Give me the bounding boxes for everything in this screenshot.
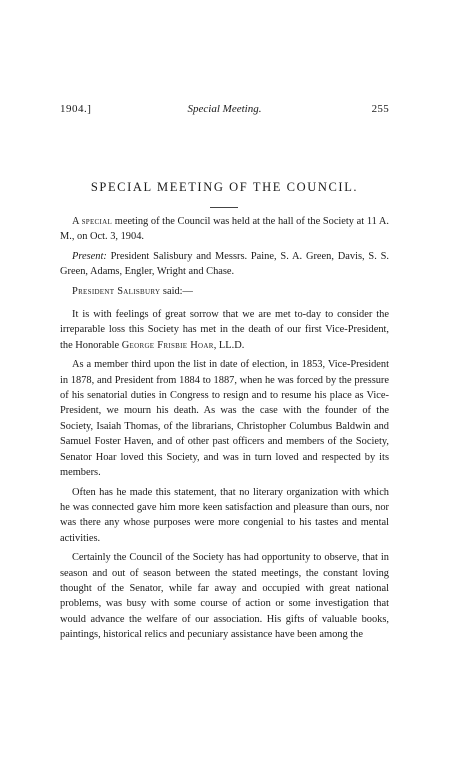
paragraph-text: said:—: [160, 285, 193, 297]
page-number: 255: [371, 103, 389, 115]
paragraph-speaker: [60, 284, 389, 299]
paragraph-text: meeting of the Council was held at the hall of the Society at 11 A. M., on Oct. 3, 1904.: [60, 216, 389, 243]
running-head-section: Special Meeting.: [187, 103, 262, 115]
paragraph-present: [60, 249, 389, 280]
paragraph-sorrow: [60, 307, 389, 353]
speaker-name: President Salisbury: [72, 285, 161, 297]
paragraph-membership: As a member third upon the list in date of election, in 1853, Vice-President in 1878, and President from 1884 to 1887, when he was forced by the pressure of his senatorial duties in Congress to resign and to resume his place as Vice-President, we mourn his death. As was the case with the founder of the Society, Isaiah Thomas, of the librarians, Christopher Columbus Baldwin and Samuel Foster Haven, and of other past officers and members of the Society, Senator Hoar loved this Society, and was in turn loved and respected by its members.: [60, 359, 389, 479]
paragraph-text: A: [72, 216, 82, 227]
paragraph-text: It is with feelings of great sorrow that we are met to-day to consider the irreparable loss this Society has met in the death of our first Vice-President, the Honorable: [60, 309, 389, 351]
title-rule: [210, 207, 238, 208]
page-title: SPECIAL MEETING OF THE COUNCIL.: [90, 180, 359, 194]
running-head-year: 1904.]: [60, 103, 92, 115]
paragraph-council: Certainly the Council of the Society has had opportunity to observe, that in season and out of season between the stated meetings, the constant loving thought of the Senator, while far away and occupied with great national problems, was busy with some course of action or some investigation that would advance the welfare of our association. His gifts of valuable books, paintings, historical relics and pecuniary assistance have been among the: [60, 552, 389, 641]
honoree-name: George Frisbie Hoar: [121, 339, 214, 351]
running-head: [60, 101, 389, 117]
small-caps-word: special: [81, 216, 113, 227]
paragraph-statement: Often has he made this statement, that no literary organization with which he was connected gave him more keen satisfaction and pleasure than ours, nor was there any whose purposes were more congenial to his tastes and mental activities.: [60, 486, 389, 544]
paragraph-text: , LL.D.: [213, 339, 245, 351]
present-label: Present:: [72, 250, 107, 262]
body-text: [60, 214, 389, 647]
paragraph-meeting-notice: [60, 214, 389, 245]
paragraph-text: President Salisbury and Messrs. Paine, S. A. Green, Davis, S. S. Green, Adams, Engler, Wright and Chase.: [60, 250, 389, 278]
